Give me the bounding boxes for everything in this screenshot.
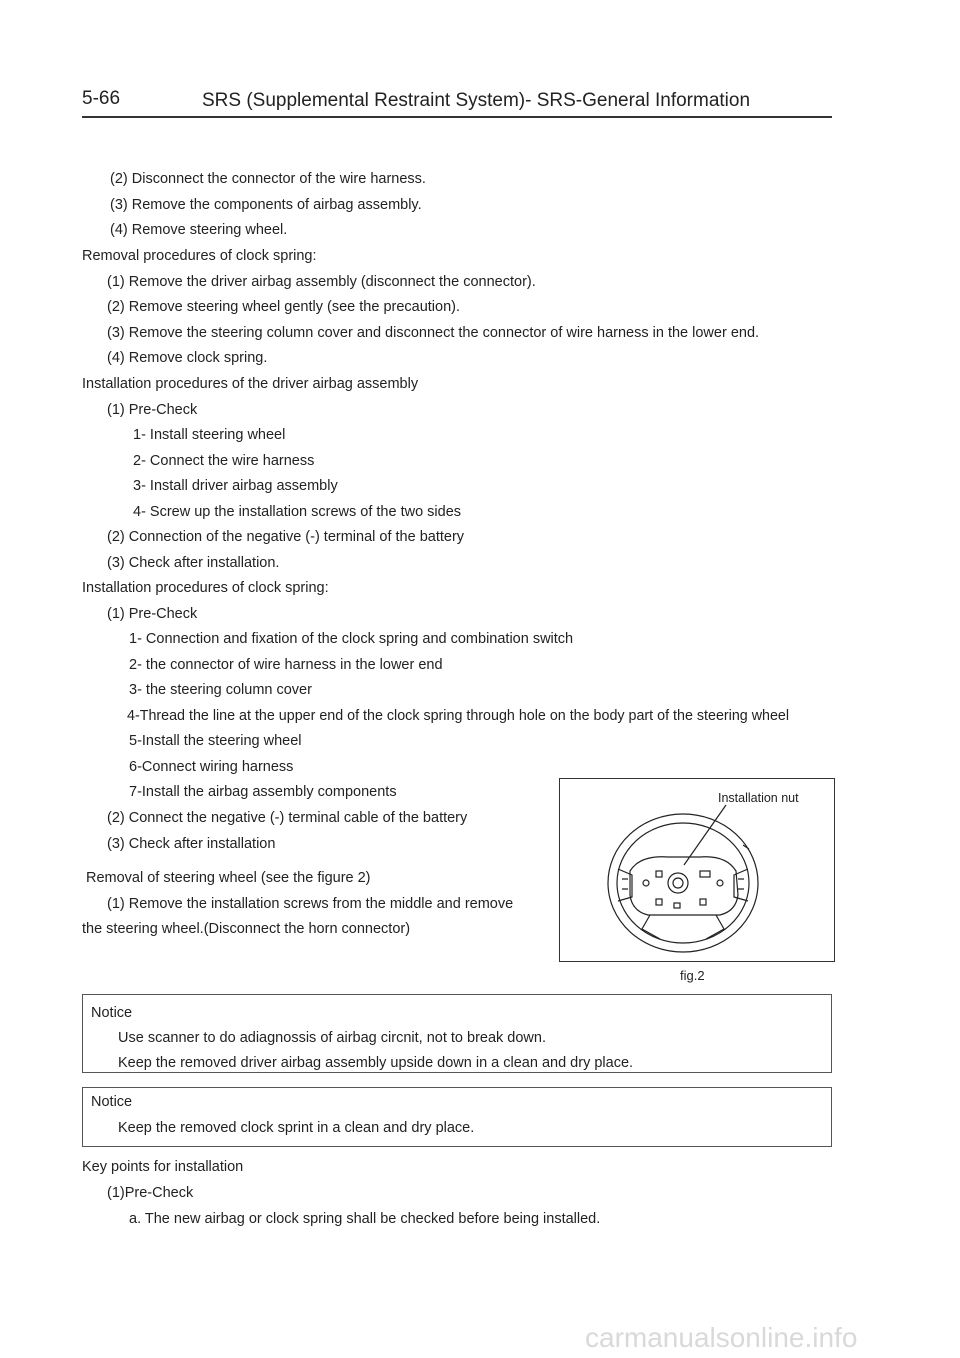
notice-box: [82, 1087, 832, 1147]
substep-line: 2- Connect the wire harness: [133, 453, 315, 469]
page-number: 5-66: [82, 88, 121, 109]
substep-line: 2- the connector of wire harness in the lower end: [129, 657, 443, 673]
section-heading: Removal of steering wheel (see the figure 2): [86, 870, 371, 886]
substep-line: 7-Install the airbag assembly components: [129, 784, 397, 800]
page-title: SRS (Supplemental Restraint System)- SRS-General Information: [202, 90, 751, 111]
steering-wheel-drawing-icon: [560, 779, 834, 961]
step-line: (2) Connection of the negative (-) terminal of the battery: [107, 529, 465, 545]
step-line: (2) Remove steering wheel gently (see the precaution).: [107, 299, 461, 315]
step-line: (3) Remove the steering column cover and disconnect the connector of wire harness in the lower end.: [107, 325, 760, 341]
substep-line: 6-Connect wiring harness: [129, 759, 294, 775]
section-heading: Key points for installation: [82, 1159, 244, 1175]
substep-line: 3- Install driver airbag assembly: [133, 478, 338, 494]
notice-line: Use scanner to do adiagnossis of airbag circnit, not to break down.: [118, 1030, 546, 1046]
substep-line: 1- Connection and fixation of the clock spring and combination switch: [129, 631, 574, 647]
substep-line: 5-Install the steering wheel: [129, 733, 302, 749]
step-line: (3) Check after installation.: [107, 555, 280, 571]
step-line: (4) Remove steering wheel.: [110, 222, 288, 238]
figure-caption: fig.2: [680, 968, 705, 983]
header-rule: [82, 116, 832, 118]
figure-label: Installation nut: [718, 791, 799, 805]
notice-line: Keep the removed driver airbag assembly upside down in a clean and dry place.: [118, 1055, 634, 1071]
section-heading: Removal procedures of clock spring:: [82, 248, 317, 264]
watermark: carmanualsonline.info: [585, 1322, 858, 1353]
step-line: (2) Connect the negative (-) terminal cable of the battery: [107, 810, 468, 826]
step-line: (1) Remove the driver airbag assembly (disconnect the connector).: [107, 274, 536, 290]
substep-line: 4-Thread the line at the upper end of the clock spring through hole on the body part of the steering wheel: [127, 708, 790, 724]
notice-title: Notice: [91, 1005, 133, 1021]
step-line: (4) Remove clock spring.: [107, 350, 268, 366]
step-line: (1) Pre-Check: [107, 402, 198, 418]
section-heading: Installation procedures of the driver airbag assembly: [82, 376, 419, 392]
substep-line: a. The new airbag or clock spring shall be checked before being installed.: [129, 1211, 601, 1227]
step-line: (2) Disconnect the connector of the wire harness.: [110, 171, 426, 187]
step-line: (3) Check after installation: [107, 836, 276, 852]
notice-line: Keep the removed clock sprint in a clean and dry place.: [118, 1120, 475, 1136]
step-line: (1)Pre-Check: [107, 1185, 194, 1201]
step-line: (1) Pre-Check: [107, 606, 198, 622]
notice-title: Notice: [91, 1094, 133, 1110]
step-line: (1) Remove the installation screws from the middle and remove: [107, 896, 514, 912]
step-line: (3) Remove the components of airbag assembly.: [110, 197, 422, 213]
substep-line: 3- the steering column cover: [129, 682, 312, 698]
figure-steering-wheel: [559, 778, 835, 962]
substep-line: 1- Install steering wheel: [133, 427, 286, 443]
step-line: the steering wheel.(Disconnect the horn connector): [82, 921, 411, 937]
section-heading: Installation procedures of clock spring:: [82, 580, 329, 596]
substep-line: 4- Screw up the installation screws of the two sides: [133, 504, 462, 520]
